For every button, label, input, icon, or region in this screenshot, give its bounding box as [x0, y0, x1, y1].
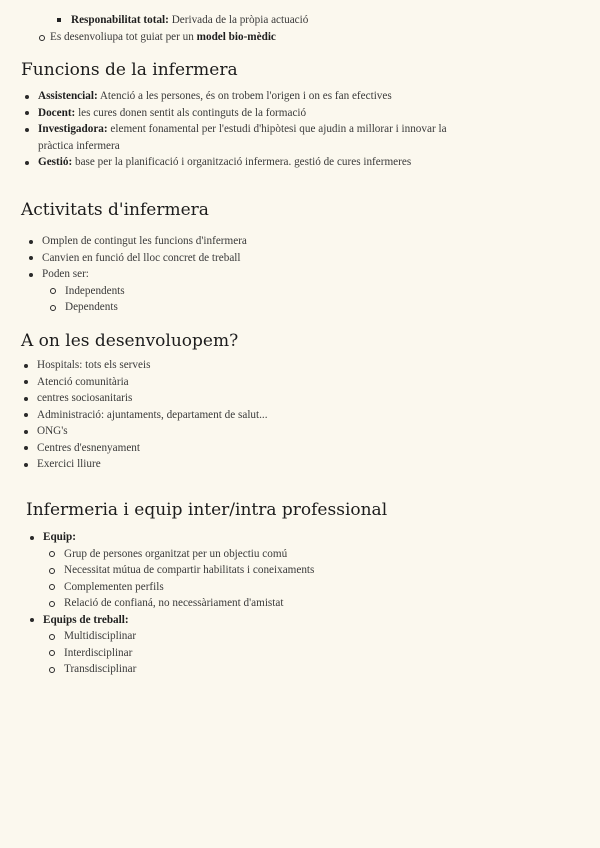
list-item: centres sociosanitaris — [20, 390, 540, 407]
item-text: Derivada de la pròpia actuació — [168, 14, 309, 26]
list-item — [33, 29, 573, 46]
item-text: base per la planificació i organització infermera. gestió de cures infermeres — [72, 156, 412, 168]
activitats-sublist — [44, 283, 545, 316]
equip-list — [26, 529, 546, 678]
list-item: Hospitals: tots els serveis — [20, 357, 540, 374]
list-item — [57, 12, 577, 29]
treball-sublist — [43, 628, 546, 678]
top-list — [33, 29, 573, 46]
list-item: Necessitat mútua de compartir habilitats i coneixaments — [43, 562, 546, 579]
heading-funcions: Funcions de la infermera — [21, 60, 238, 80]
list-item: Grup de persones organitzat per un objectiu comú — [43, 546, 546, 563]
list-item: Atenció comunitària — [20, 374, 540, 391]
list-item: Centres d'esnenyament — [20, 440, 540, 457]
list-item — [21, 121, 481, 154]
equip-sublist — [43, 546, 546, 612]
list-item: ONG's — [20, 423, 540, 440]
item-label: Docent: — [38, 106, 76, 119]
list-item: Administració: ajuntaments, departament de salut... — [20, 407, 540, 424]
item-text: les cures donen sentit als continguts de la formació — [75, 106, 307, 119]
item-label: Responabilitat total: — [71, 14, 169, 26]
item-label: Gestió: — [38, 156, 73, 168]
item-label: Equips de treball: — [43, 613, 129, 626]
list-item: Interdisciplinar — [43, 645, 546, 662]
list-item: Exercici lliure — [20, 456, 540, 473]
item-text: Atenció a les persones, és on trobem l'origen i on es fan efectives — [97, 90, 392, 102]
item-label: Equip: — [43, 531, 76, 543]
list-item: Multidisciplinar — [43, 628, 546, 645]
list-item: Transdisciplinar — [43, 661, 546, 678]
item-text: Es desenvoliupa tot guiat per un — [50, 31, 197, 43]
list-item: Complementen perfils — [43, 579, 546, 596]
item-text: element fonamental per l'estudi d'hipòtesi que ajudin a millorar i innovar la pràctica infermera — [38, 123, 447, 152]
item-text: Poden ser: — [42, 268, 89, 280]
list-item: Canvien en funció del lloc concret de treball — [25, 250, 545, 267]
list-item: Omplen de contingut les funcions d'infermera — [25, 233, 545, 250]
heading-on-les: A on les desenvoluopem? — [21, 331, 239, 351]
list-item: Independents — [44, 283, 545, 300]
top-sublist — [57, 12, 577, 29]
onles-list — [20, 357, 540, 473]
list-item: Dependents — [44, 299, 545, 316]
heading-activitats: Activitats d'infermera — [21, 200, 209, 220]
item-label: Investigadora: — [38, 123, 108, 135]
item-label: Assistencial: — [38, 90, 98, 102]
activitats-list — [25, 233, 545, 316]
funcions-list — [21, 88, 481, 171]
item-bold: model bio-mèdic — [196, 31, 276, 43]
list-item — [26, 529, 546, 612]
heading-equip: Infermeria i equip inter/intra professional — [26, 500, 388, 520]
list-item — [21, 88, 481, 105]
list-item — [26, 612, 546, 678]
list-item — [21, 105, 481, 122]
list-item — [25, 266, 545, 316]
list-item — [21, 154, 481, 171]
list-item: Relació de confianá, no necessàriament d'amistat — [43, 595, 546, 612]
